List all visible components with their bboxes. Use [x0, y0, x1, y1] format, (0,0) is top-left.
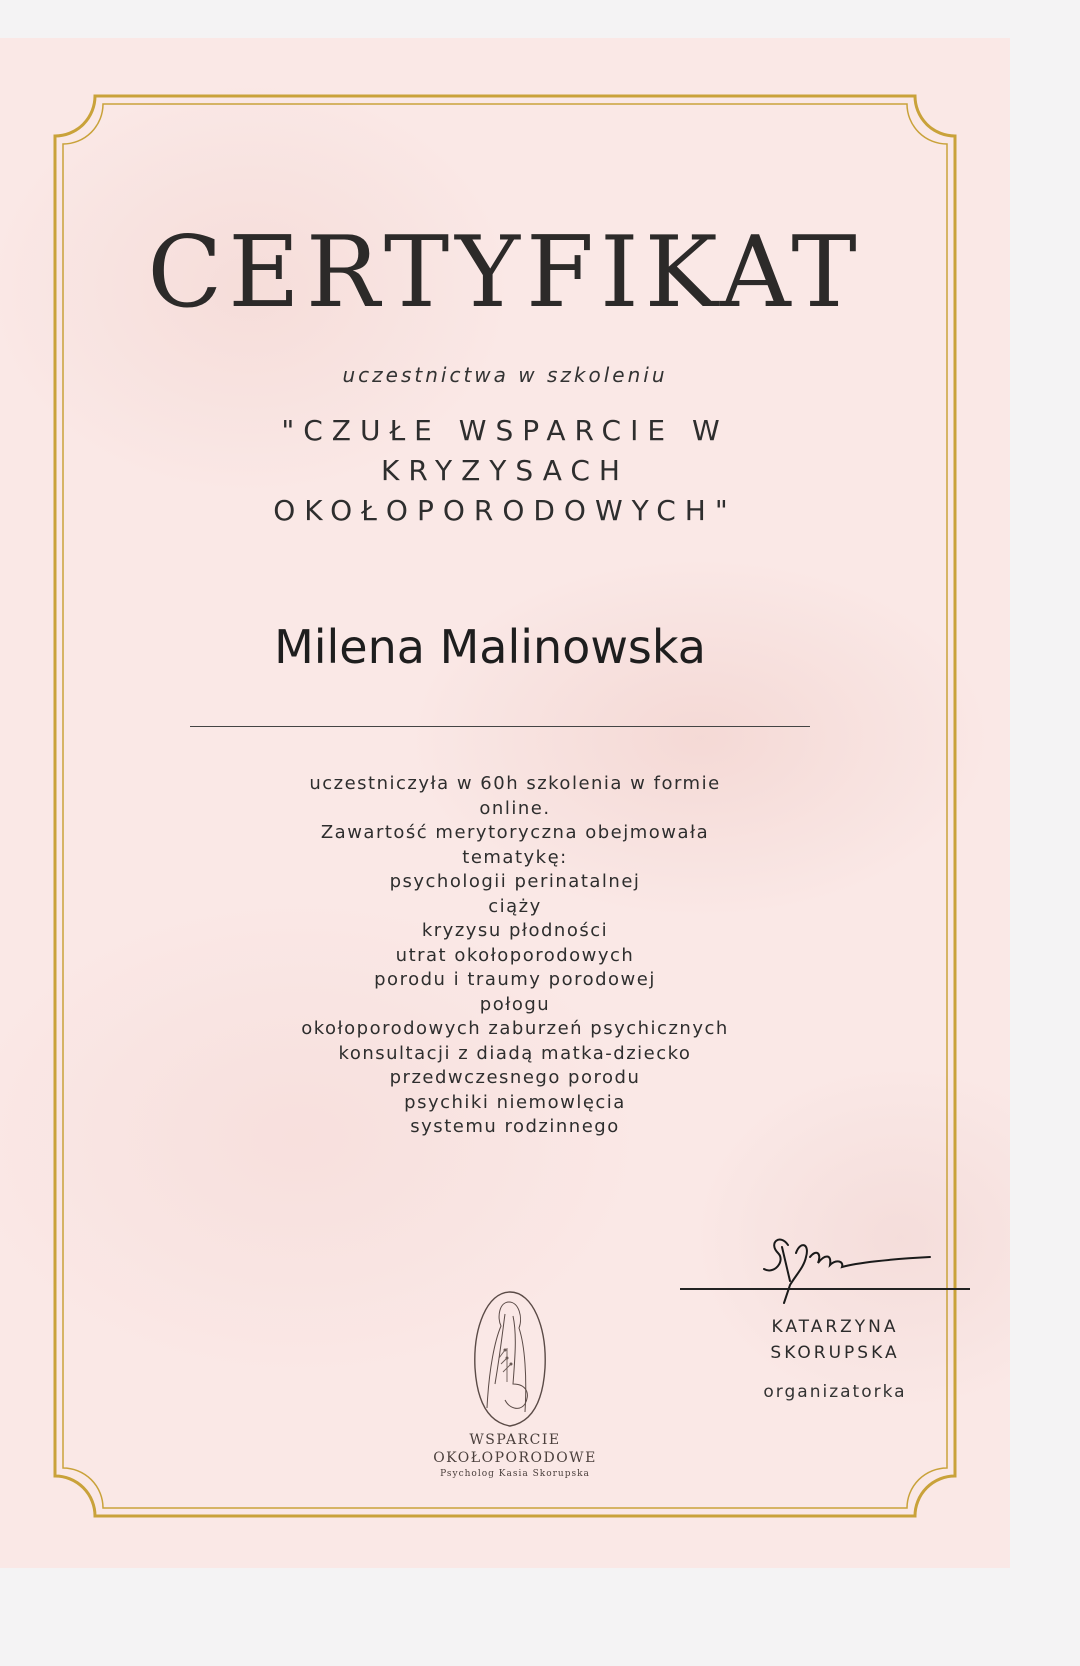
course-title-line: "CZUŁE WSPARCIE W	[281, 414, 729, 447]
description-line: połogu	[479, 993, 551, 1015]
certificate-title: CERTYFIKAT	[147, 216, 863, 330]
name-underline	[190, 726, 810, 727]
description-line: utrat okołoporodowych	[395, 944, 635, 966]
description-line: tematykę:	[462, 846, 568, 868]
signer-role: organizatorka	[763, 1382, 907, 1402]
description-line: przedwczesnego porodu	[389, 1067, 641, 1088]
description-line: ciąży	[488, 895, 542, 917]
description-line: porodu i traumy porodowej	[374, 969, 656, 990]
logo-line: WSPARCIE	[469, 1432, 561, 1448]
description-line: online.	[479, 797, 551, 819]
description-line: uczestniczyła w 60h szkolenia w formie	[309, 773, 721, 794]
course-title-line: KRYZYSACH	[381, 454, 629, 487]
description-line: systemu rodzinnego	[410, 1116, 620, 1137]
logo-line: OKOŁOPORODOWE	[433, 1450, 597, 1466]
participant-name: Milena Malinowska	[274, 620, 706, 674]
signature-line	[680, 1288, 970, 1290]
signer-name	[720, 1314, 950, 1366]
description-line: kryzysu płodności	[421, 920, 609, 941]
description-line: psychologii perinatalnej	[389, 871, 641, 892]
certificate-subtitle: uczestnictwa w szkoleniu	[342, 363, 668, 387]
description-line: Zawartość merytoryczna obejmowała	[320, 822, 710, 843]
course-title-line: OKOŁOPORODOWYCH"	[273, 494, 737, 527]
handwritten-signature	[760, 1223, 940, 1313]
logo-line: Psycholog Kasia Skorupska	[440, 1469, 590, 1479]
pregnant-woman-logo-icon	[465, 1288, 555, 1428]
organization-logo-text	[395, 1431, 635, 1481]
course-title	[170, 411, 840, 531]
signer-name-line: SKORUPSKA	[770, 1343, 900, 1363]
description-line: okołoporodowych zaburzeń psychicznych	[301, 1018, 729, 1039]
description-line: psychiki niemowlęcia	[404, 1091, 626, 1113]
certificate-sheet	[0, 38, 1010, 1568]
description-line: konsultacji z diadą matka-dziecko	[338, 1042, 692, 1064]
signer-name-line: KATARZYNA	[771, 1317, 899, 1337]
description-block	[230, 772, 800, 1140]
